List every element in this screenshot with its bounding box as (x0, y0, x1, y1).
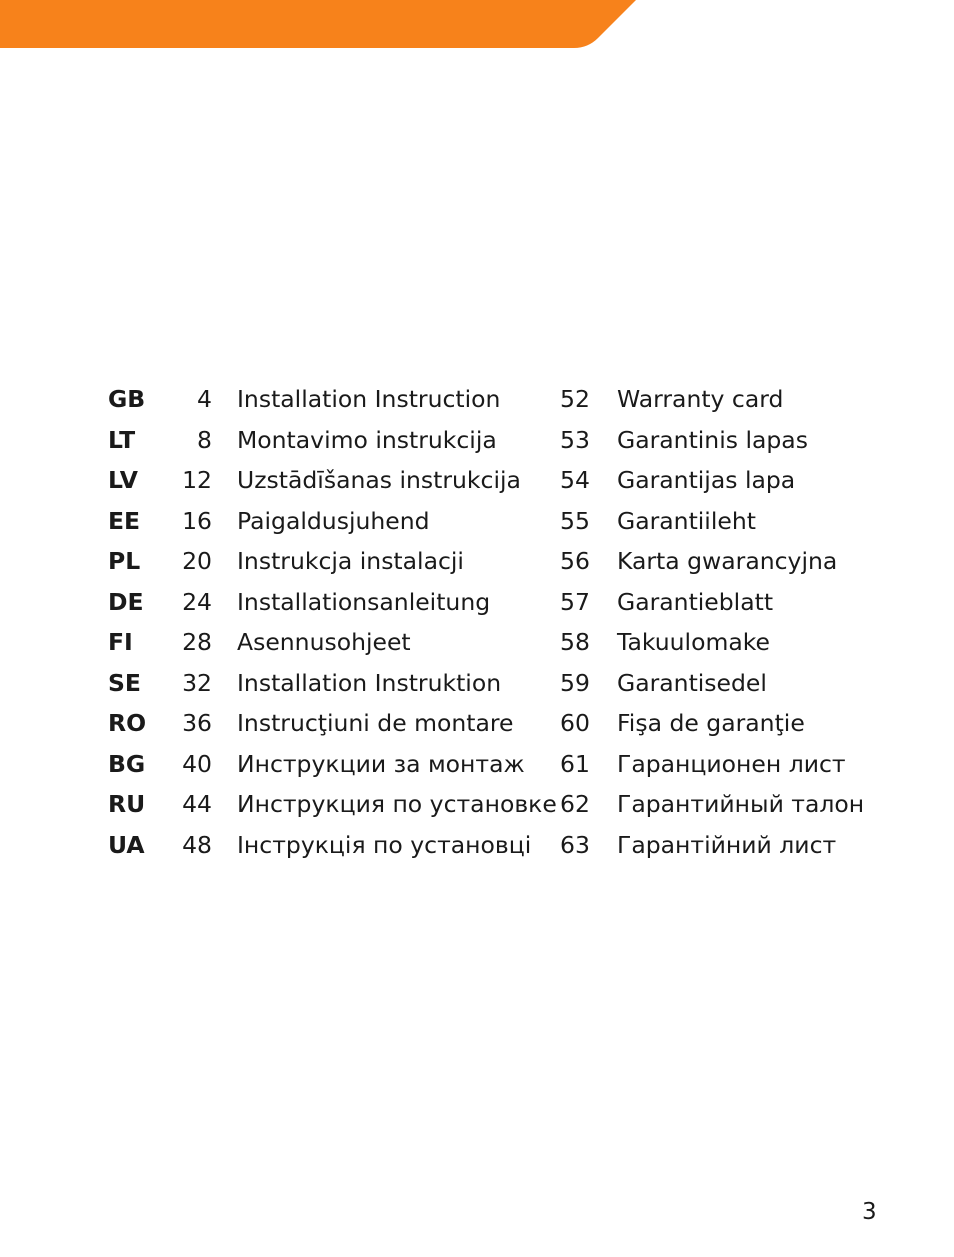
installation-page-number: 24 (182, 587, 212, 616)
orange-header-banner (0, 0, 640, 48)
toc-row-de (108, 582, 908, 623)
warranty-page-number: 63 (560, 830, 590, 859)
installation-title: Installation Instruktion (237, 668, 502, 697)
installation-title: Uzstādīšanas instrukcija (237, 466, 521, 494)
language-code: BG (108, 749, 146, 778)
toc-row-se (108, 663, 908, 704)
installation-page-number: 4 (197, 385, 212, 413)
toc-row-fi (108, 622, 908, 663)
warranty-page-number: 59 (560, 668, 590, 697)
warranty-page-number: 60 (560, 709, 590, 737)
warranty-page-number: 54 (560, 466, 590, 494)
installation-title: Инструкция по установке (237, 790, 557, 818)
language-code: SE (108, 668, 141, 697)
installation-title: Asennusohjeet (237, 628, 411, 656)
toc-row-lt (108, 420, 908, 461)
installation-page-number: 44 (182, 790, 212, 818)
warranty-title: Гарантийный талон (617, 790, 865, 818)
installation-page-number: 28 (182, 628, 212, 656)
warranty-title: Garantijas lapa (617, 466, 796, 494)
language-code: LV (108, 466, 138, 494)
orange-header-shape (0, 0, 636, 48)
language-code: EE (108, 506, 141, 535)
warranty-title: Гарантійний лист (617, 830, 837, 859)
toc-row-ua (108, 825, 908, 866)
installation-page-number: 32 (182, 668, 212, 697)
toc-row-ru (108, 784, 908, 825)
installation-page-number: 48 (182, 830, 212, 859)
warranty-page-number: 62 (560, 790, 590, 818)
warranty-title: Karta gwarancyjna (617, 547, 838, 575)
warranty-page-number: 58 (560, 628, 590, 656)
language-code: LT (108, 425, 136, 454)
table-of-contents (108, 379, 908, 865)
warranty-title: Garantieblatt (617, 587, 774, 616)
toc-row-ee (108, 501, 908, 542)
toc-row-bg (108, 744, 908, 785)
installation-title: Montavimo instrukcija (237, 425, 497, 454)
installation-page-number: 12 (182, 466, 212, 494)
warranty-page-number: 57 (560, 587, 590, 616)
language-code: UA (108, 830, 145, 859)
warranty-title: Гаранционен лист (617, 749, 846, 778)
language-code: RO (108, 709, 147, 737)
language-code: RU (108, 790, 146, 818)
warranty-title: Garantinis lapas (617, 425, 808, 454)
page-number: 3 (862, 1199, 877, 1225)
warranty-title: Garantisedel (617, 668, 767, 697)
warranty-title: Garantiileht (617, 506, 756, 535)
toc-row-gb (108, 379, 908, 420)
warranty-page-number: 52 (560, 385, 590, 413)
warranty-page-number: 56 (560, 547, 590, 575)
installation-page-number: 16 (182, 506, 212, 535)
warranty-page-number: 61 (560, 749, 590, 778)
language-code: GB (108, 385, 146, 413)
installation-page-number: 36 (182, 709, 212, 737)
installation-page-number: 8 (197, 425, 212, 454)
installation-title: Instrucţiuni de montare (237, 709, 514, 737)
installation-title: Інструкція по установці (237, 830, 532, 859)
installation-title: Инструкции за монтаж (237, 749, 525, 778)
warranty-page-number: 55 (560, 506, 590, 535)
installation-page-number: 20 (182, 547, 212, 575)
toc-row-lv (108, 460, 908, 501)
installation-title: Paigaldusjuhend (237, 506, 430, 535)
warranty-title: Takuulomake (617, 628, 770, 656)
toc-row-pl (108, 541, 908, 582)
language-code: DE (108, 587, 144, 616)
installation-title: Instrukcja instalacji (237, 547, 464, 575)
warranty-title: Warranty card (617, 385, 784, 413)
installation-title: Installationsanleitung (237, 587, 491, 616)
language-code: PL (108, 547, 141, 575)
installation-title: Installation Instruction (237, 385, 501, 413)
language-code: FI (108, 628, 133, 656)
toc-row-ro (108, 703, 908, 744)
installation-page-number: 40 (182, 749, 212, 778)
warranty-page-number: 53 (560, 425, 590, 454)
warranty-title: Fişa de garanţie (617, 709, 805, 737)
